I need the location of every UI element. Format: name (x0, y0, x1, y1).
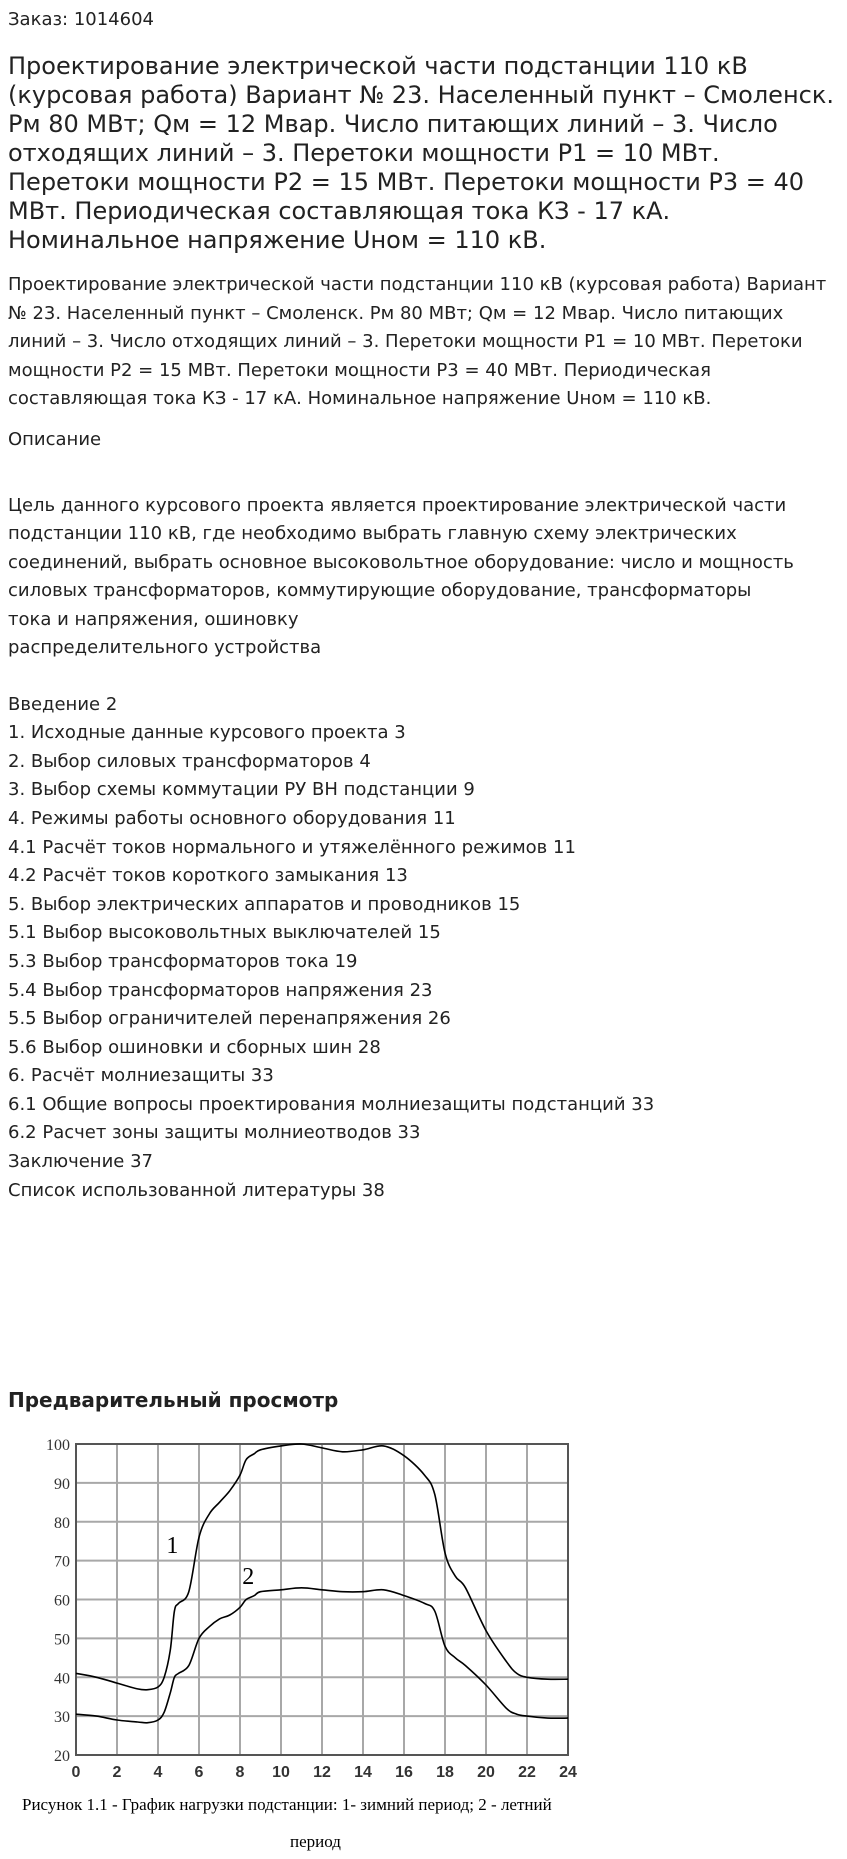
x-tick-label: 18 (436, 1764, 454, 1781)
x-tick-label: 24 (559, 1764, 577, 1781)
description-line: соединений, выбрать основное высоковольтное оборудование: число и мощность (8, 551, 794, 573)
toc-item: 1. Исходные данные курсового проекта 3 (8, 722, 406, 744)
y-tick-label: 20 (54, 1748, 70, 1765)
description-line: распределительного устройства (8, 637, 322, 659)
toc-item: 5.5 Выбор ограничителей перенапряжения 26 (8, 1008, 451, 1030)
toc-item: 4.2 Расчёт токов короткого замыкания 13 (8, 865, 408, 887)
x-tick-label: 2 (112, 1764, 122, 1781)
toc-item: Заключение 37 (8, 1151, 153, 1173)
order-number: Заказ: 1014604 (8, 9, 154, 30)
y-tick-label: 80 (54, 1514, 70, 1532)
toc-item: 5.3 Выбор трансформаторов тока 19 (8, 950, 358, 972)
toc-item: 6.1 Общие вопросы проектирования молниезащиты подстанций 33 (8, 1093, 655, 1115)
toc-item: 5.6 Выбор ошиновки и сборных шин 28 (8, 1036, 381, 1058)
x-tick-label: 10 (272, 1764, 290, 1781)
description-line: подстанции 110 кВ, где необходимо выбрать главную схему электрических (8, 523, 737, 545)
y-tick-label: 70 (54, 1553, 70, 1571)
x-tick-label: 14 (354, 1764, 372, 1781)
description-line: Цель данного курсового проекта является проектирование электрической части (8, 494, 787, 516)
toc-item: 6.2 Расчет зоны защиты молниеотводов 33 (8, 1122, 421, 1144)
series-label: 2 (242, 1563, 255, 1590)
load-chart (8, 1430, 840, 1859)
toc-item: 6. Расчёт молниезащиты 33 (8, 1065, 274, 1087)
y-tick-label: 50 (54, 1631, 70, 1649)
page-subtitle: Проектирование электрической части подстанции 110 кВ (курсовая работа) Вариант № 23. Населенный пункт – Смоленск. Рм 80 МВт; Qм = 12 Мвар. Число питающих линий – 3. Число отходящих линий – 3. Перетоки мощности Р1 = 10 МВт. Перетоки мощности Р2 = 15 МВт. Перетоки мощности Р3 = 40 МВт. Периодическая составляющая тока КЗ - 17 кА. Номинальное напряжение Uном = 110 кВ. (8, 274, 827, 410)
x-tick-label: 4 (153, 1764, 163, 1781)
y-tick-label: 90 (54, 1475, 70, 1493)
toc-item: 2. Выбор силовых трансформаторов 4 (8, 750, 371, 772)
toc-item: 4.1 Расчёт токов нормального и утяжелённого режимов 11 (8, 836, 576, 858)
toc-item: 5.4 Выбор трансформаторов напряжения 23 (8, 979, 433, 1001)
x-tick-label: 8 (235, 1764, 245, 1781)
x-tick-label: 22 (518, 1764, 536, 1781)
table-of-contents (8, 691, 840, 1206)
page-title: Проектирование электрической части подстанции 110 кВ (курсовая работа) Вариант № 23. Населенный пункт – Смоленск. Рм 80 МВт; Qм = 12 Мвар. Число питающих линий – 3. Число отходящих линий – 3. Перетоки мощности Р1 = 10 МВт. Перетоки мощности Р2 = 15 МВт. Перетоки мощности Р3 = 40 МВт. Периодическая составляющая тока КЗ - 17 кА. Номинальное напряжение Uном = 110 кВ. (8, 52, 834, 254)
toc-item: 5.1 Выбор высоковольтных выключателей 15 (8, 922, 441, 944)
description-label: Описание (8, 428, 102, 450)
series-label: 1 (166, 1532, 179, 1559)
preview-title: Предварительный просмотр (8, 1388, 339, 1412)
page-content (8, 0, 840, 1851)
toc-item: 3. Выбор схемы коммутации РУ ВН подстанции 9 (8, 779, 475, 801)
y-tick-label: 100 (46, 1437, 70, 1454)
figure-caption-continued: период (290, 1832, 341, 1851)
toc-item: Введение 2 (8, 693, 118, 715)
y-tick-label: 60 (54, 1592, 70, 1610)
figure-caption: Рисунок 1.1 - График нагрузки подстанции: 1- зимний период; 2 - летний (22, 1795, 552, 1814)
x-tick-label: 20 (477, 1764, 495, 1781)
toc-item: Список использованной литературы 38 (8, 1179, 385, 1201)
y-tick-label: 40 (54, 1670, 70, 1688)
y-tick-label: 30 (54, 1709, 70, 1727)
description-line: силовых трансформаторов, коммутирующие оборудование, трансформаторы (8, 580, 752, 602)
description-line: тока и напряжения, ошиновку (8, 608, 299, 630)
x-tick-label: 6 (194, 1764, 204, 1781)
toc-item: 5. Выбор электрических аппаратов и проводников 15 (8, 893, 521, 915)
x-tick-label: 0 (71, 1764, 81, 1781)
description-text (8, 492, 840, 663)
toc-item: 4. Режимы работы основного оборудования 11 (8, 807, 456, 829)
x-tick-label: 12 (313, 1764, 331, 1781)
x-tick-label: 16 (395, 1764, 413, 1781)
preview-image (8, 1430, 840, 1859)
